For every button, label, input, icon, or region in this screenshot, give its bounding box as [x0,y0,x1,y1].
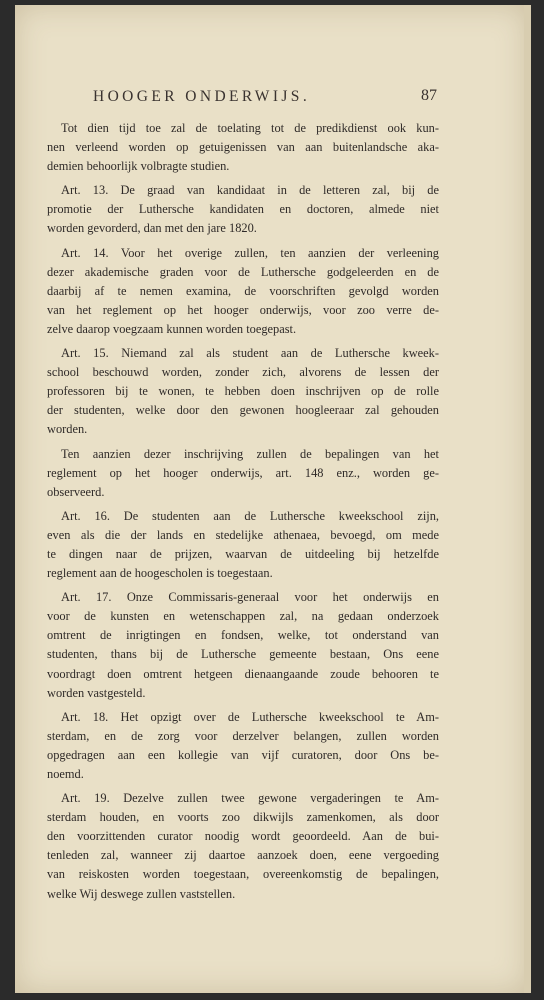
text-line: Ten aanzien dezer inschrijving zullen de bepalingen van het [61,446,439,461]
paragraph-art-15 [47,344,439,439]
text-line: reglement op het hooger onderwijs, art. 148 enz., worden ge- [47,465,439,480]
text-line: daarbij af te nemen examina, de voorschriften gevolgd worden [47,283,439,298]
text-line: sterdam, en de zorg voor derzelver belangen, zullen worden [47,728,439,743]
body-text [47,119,439,909]
text-line: studenten, thans bij de Luthersche gemeente bestaan, Ons eene [47,647,439,662]
text-line: voor de kunsten en wetenschappen zal, na gedaan onderzoek [47,609,439,624]
text-line: noemd. [47,767,84,781]
text-line: Art. 18. Het opzigt over de Luthersche kweekschool te Am- [61,709,439,724]
text-line: observeerd. [47,484,105,499]
running-head: HOOGER ONDERWIJS. [93,88,311,105]
text-line: professoren bij te wonen, te hebben doen inschrijven op de rolle [47,384,439,399]
text-line: van reiskosten worden toegestaan, overeenkomstig de bepalingen, [47,867,439,882]
text-line: worden gevorderd, dan met den jare 1820. [47,221,257,236]
text-line: welke Wij deswege zullen vaststellen. [47,886,236,901]
text-line: promotie der Luthersche kandidaten en doctoren, almede niet [47,202,439,217]
text-line: worden. [47,422,88,437]
text-line: Art. 15. Niemand zal als student aan de Luthersche kweek- [61,346,439,361]
text-line: school beschouwd worden, zonder zich, alvorens de lessen der [47,365,439,380]
paragraph-intro [47,119,439,176]
text-line: Art. 14. Voor het overige zullen, ten aanzien der verleening [61,245,439,260]
text-line: Tot dien tijd toe zal de toelating tot de predikdienst ook kun- [61,121,439,135]
text-line: Art. 13. De graad van kandidaat in de letteren zal, bij de [61,183,439,198]
paragraph-art-13 [47,181,439,238]
text-line: van het reglement op het hooger onderwijs, voor zoo verre de- [47,302,439,317]
text-line: reglement aan de hoogescholen is toegestaan. [47,566,273,581]
text-line: omtrent de inrigtingen en fondsen, welke, tot onderstand van [47,628,439,643]
page-header [75,88,437,110]
text-line: even als die der lands en stedelijke athenaea, bevoegd, om mede [47,527,439,542]
text-line: sterdam houden, en voorts zoo dikwijls zamenkomen, als door [47,810,439,825]
page-number: 87 [421,87,437,104]
text-line: der studenten, welke door den gewonen hoogleeraar zal gehouden [47,403,439,418]
text-line: opgedragen aan een kollegie van vijf curatoren, door Ons be- [47,747,439,762]
text-line: demien behoorlijk volbragte studien. [47,159,230,174]
text-line: worden vastgesteld. [47,685,146,700]
text-line: den voorzittenden curator noodig wordt geoordeeld. Aan de bui- [47,829,439,844]
paragraph-inschrijving [47,445,439,502]
text-line: dezer akademische graden voor de Luthersche godgeleerden en de [47,264,439,279]
text-line: Art. 17. Onze Commissaris-generaal voor het onderwijs en [61,590,439,605]
text-line: nen verleend worden op getuigenissen van aan buitenlandsche aka- [47,140,439,155]
paragraph-art-14 [47,244,439,339]
text-line: tenleden zal, wanneer zij daartoe aanzoek doen, eene vergoeding [47,848,439,863]
text-line: Art. 16. De studenten aan de Luthersche kweekschool zijn, [61,508,439,523]
text-line: te dingen naar de prijzen, waarvan de uitdeeling bij hetzelfde [47,546,439,561]
page-edge [524,5,531,993]
paragraph-art-17 [47,588,439,703]
text-line: Art. 19. Dezelve zullen twee gewone vergaderingen te Am- [61,791,439,806]
text-line: voordragt doen omtrent hetgeen dienaangaande zoude behooren te [47,666,439,681]
paragraph-art-18 [47,708,439,784]
text-line: zelve daarop voegzaam kunnen worden toegepast. [47,321,297,336]
paragraph-art-16 [47,507,439,583]
paragraph-art-19 [47,789,439,904]
